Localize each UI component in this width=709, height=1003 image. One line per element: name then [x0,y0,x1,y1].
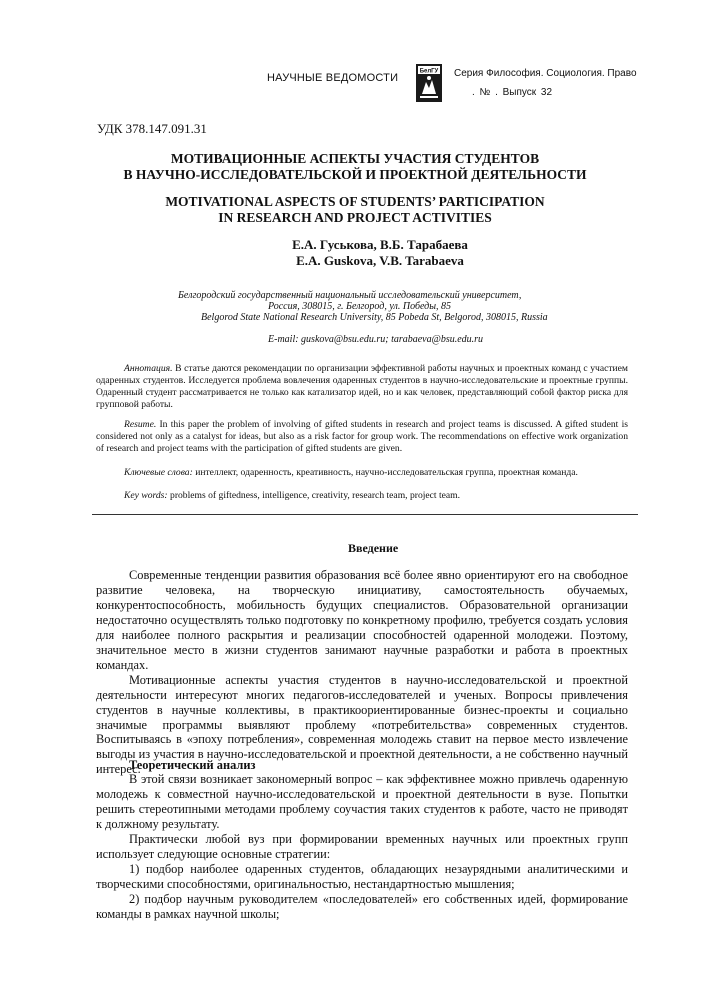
affiliation-en: Belgorod State National Research University, 85 Pobeda St, Belgorod, 308015, Russia [201,312,548,323]
theory-paragraph-4: 2) подбор научным руководителем «последователей» его собственных идей, формирование команды в рамках научной школы; [96,891,628,921]
keywords-en-text: problems of giftedness, intelligence, creativity, research team, project team. [167,490,461,501]
journal-issue: . № . Выпуск 32 [472,87,553,98]
annotation-text: В статье даются рекомендации по организации эффективной работы научных и проектных команд с участием одаренных студентов. Исследуется проблема вовлечения одаренных студентов в научно-исследовательские и проектные группы. Одаренный студент рассматривается не только как катализатор идей, но и как человек, представляющий собой фактор риска для групповой работы. [96,363,628,410]
theory-body [96,772,628,922]
title-ru-line-1: МОТИВАЦИОННЫЕ АСПЕКТЫ УЧАСТИЯ СТУДЕНТОВ [170,151,540,166]
email-line: E-mail: guskova@bsu.edu.ru; tarabaeva@bsu.edu.ru [268,334,484,345]
annotation-label: Аннотация. [124,363,173,374]
affiliation-ru-line-1: Белгородский государственный национальный исследовательский университет, [178,290,522,301]
resume-label: Resume. [124,419,157,430]
journal-title: НАУЧНЫЕ ВЕДОМОСТИ [267,72,399,84]
keywords-ru [96,467,628,479]
authors-ru: Е.А. Гуськова, В.Б. Тарабаева [292,237,468,252]
theory-paragraph-2: Практически любой вуз при формировании временных научных или проектных групп использует следующие основные стратегии: [96,831,628,861]
intro-paragraph-2: Мотивационные аспекты участия студентов в научно-исследовательской и проектной деятельности интересуют многих педагогов-исследователей и ученых. Вопросы привлечения студентов в научные коллективы, в практикоориентированные бизнес-проекты и социально значимые программы выявляют проблему «потребительства» современных студентов. Воспитываясь в «эпоху потребления», современная молодежь ставит на первое место извлечение выгоды из участия в научно-исследовательской и проектной деятельности, а не собственно научный интерес. [96,672,628,777]
udk-code: УДК 378.147.091.31 [97,121,207,136]
theory-heading: Теоретический анализ [129,758,256,772]
university-logo [416,64,442,102]
title-ru [90,151,620,183]
keywords-en [96,490,628,502]
intro-heading: Введение [348,541,399,555]
resume-text: In this paper the problem of involving of gifted students in research and project teams is discussed. A gifted student is considered not only as a catalyst for ideas, but also as a risk factor for group work. The recommendations on effective work organization of research and project teams with the participation of gifted students are given. [96,419,628,454]
intro-paragraph-1: Современные тенденции развития образования всё более явно ориентируют его на свободное развитие человека, на творческую инициативу, самостоятельность обучаемых, конкурентоспособность, мобильность будущих специалистов. Образовательной организации недостаточно осуществлять только подготовку по конкретному профилю, требуется создать условия для наиболее полного раскрытия и реализации способностей одаренной молодежи. Поэтому, значительное место в жизни студентов занимают научные разработки и работа в проектных командах. [96,568,628,672]
keywords-ru-text: интеллект, одаренность, креативность, научно-исследовательская группа, проектная команда. [192,467,578,478]
title-en-line-1: MOTIVATIONAL ASPECTS OF STUDENTS’ PARTICIPATION [165,194,545,209]
theory-paragraph-1: В этой связи возникает закономерный вопрос – как эффективнее можно привлечь одаренную молодежь к совместной научно-исследовательской и проектной деятельности в вузе. Попытки решить стереотипными методами проблему соучастия таких студентов к работе, часто не приводят к должному результату. [96,772,628,831]
annotation [96,363,628,411]
title-en [90,194,620,226]
keywords-en-label: Key words: [124,490,168,501]
authors-en: E.A. Guskova, V.B. Tarabaeva [296,253,464,268]
affiliation-ru-line-2: Россия, 308015, г. Белгород, ул. Победы, 85 [268,301,451,312]
intro-body [96,568,628,777]
title-ru-line-2: В НАУЧНО-ИССЛЕДОВАТЕЛЬСКОЙ И ПРОЕКТНОЙ ДЕЯТЕЛЬНОСТИ [123,167,587,182]
title-en-line-2: IN RESEARCH AND PROJECT ACTIVITIES [218,210,492,225]
keywords-ru-label: Ключевые слова: [124,467,193,478]
section-divider [92,514,638,515]
theory-paragraph-3: 1) подбор наиболее одаренных студентов, обладающих незаурядными аналитическими и творческими способностями, оригинальностью, нестандартностью мышления; [96,861,628,891]
svg-text:БелГУ: БелГУ [419,68,439,75]
journal-series: Серия Философия. Социология. Право [454,68,637,79]
resume [96,419,628,455]
